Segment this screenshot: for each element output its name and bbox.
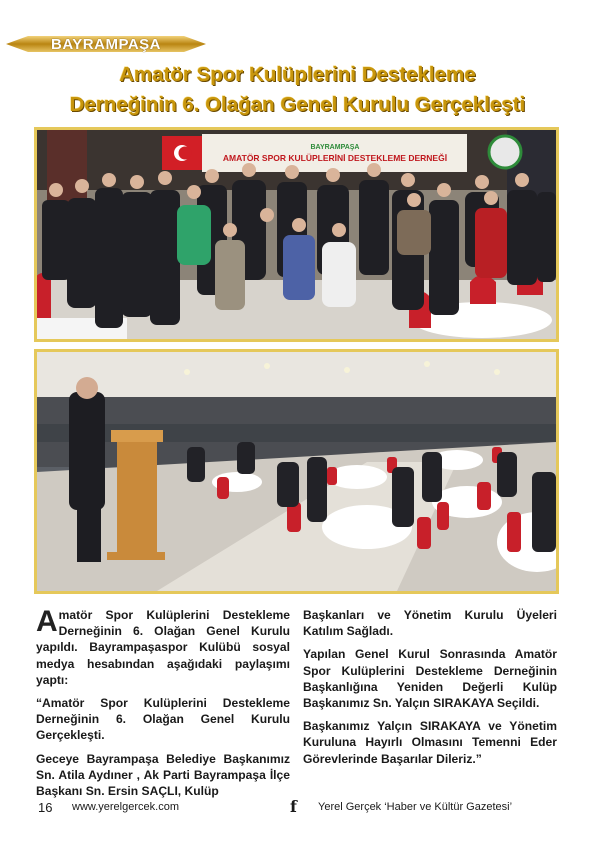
title-line-2: Derneğinin 6. Olağan Genel Kurulu Gerçekleşti	[69, 93, 526, 116]
drop-cap: A	[36, 605, 58, 638]
article-paragraph-2: “Amatör Spor Kulüplerini Destekleme Derneğinin 6. Olağan Genel Kurulu Gerçekleşti.	[36, 696, 290, 743]
event-photo	[34, 349, 559, 594]
article-paragraph-6: Başkanımız Yalçın SIRAKAYA ve Yönetim Kuruluna Hayırlı Olmasını Temenni Eder Görevlerinde Başarılar Dileriz.”	[303, 719, 557, 766]
website-link[interactable]: www.yerelgercek.com	[72, 801, 179, 813]
photo1-banner-bottom: AMATÖR SPOR KULÜPLERİNİ DESTEKLEME DERNEĞİ	[222, 153, 448, 163]
article-paragraph-1-text: matör Spor Kulüplerini Destekleme Derneğinin 6. Olağan Genel Kurulu yapıldı. Bayrampaşaspor Kulübü sosyal medya hesabından aşağıdaki paylaşımı yaptı:	[36, 608, 290, 687]
article-column-1	[36, 607, 290, 806]
photo1-banner-top: BAYRAMPAŞA	[310, 144, 360, 151]
event-photo-illustration	[37, 352, 556, 591]
article-paragraph-3: Geceye Bayrampaşa Belediye Başkanımız Sn. Atila Aydıner , Ak Parti Bayrampaşa İlçe Başkanı Sn. Ersin SAÇLI, Kulüp	[36, 751, 290, 799]
section-banner	[6, 34, 206, 54]
article-paragraph-4: Başkanları ve Yönetim Kurulu Üyeleri Katılım Sağladı.	[303, 608, 557, 639]
article-paragraph-5: Yapılan Genel Kurul Sonrasında Amatör Spor Kulüplerini Destekleme Derneğinin Başkanlığına Yeniden Değerli Kulüp Başkanımız Sn. Yalçın SIRAKAYA Seçildi.	[303, 647, 557, 711]
group-photo-illustration	[37, 130, 556, 339]
facebook-icon[interactable]: f	[290, 797, 297, 816]
banner-label: BAYRAMPAŞA	[50, 35, 161, 53]
title-line-1: Amatör Spor Kulüplerini Destekleme	[119, 63, 476, 86]
article-column-2	[303, 607, 557, 774]
article-paragraph-1	[36, 607, 290, 688]
article-title	[20, 60, 575, 120]
group-photo	[34, 127, 559, 342]
page-number: 16	[38, 800, 53, 815]
page-footer	[0, 797, 595, 820]
newspaper-name: Yerel Gerçek ‘Haber ve Kültür Gazetesi’	[318, 801, 513, 813]
